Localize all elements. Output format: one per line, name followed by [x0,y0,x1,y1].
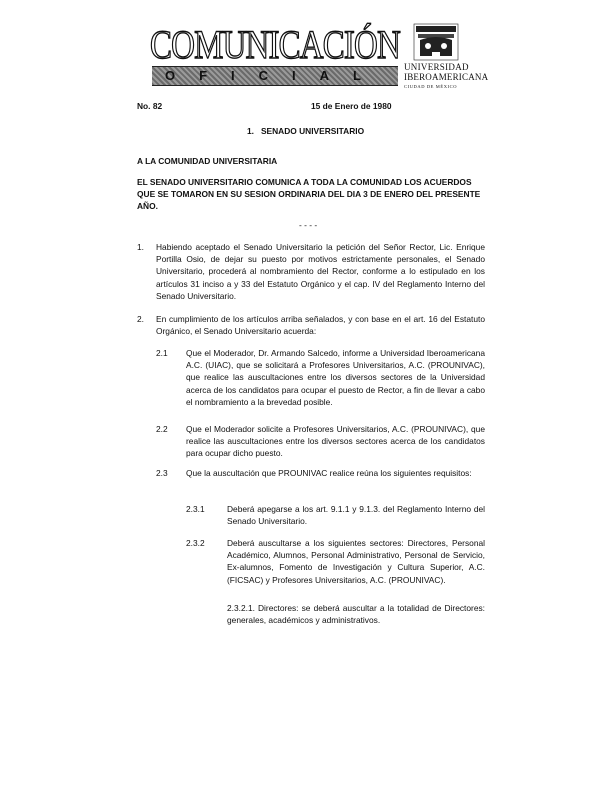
subitem-text: Que el Moderador, Dr. Armando Salcedo, informe a Universidad Iberoamericana A.C. (UIAC), que se solicitará a Profesores Universitarios, A.C. (PROUNIVAC), que realice las auscultaciones entre los diversos sectores de la Universidad acerca de los candidatos para ocupar el puesto de Rector, a fin de llevar a cabo el nombramiento a la brevedad posible. [186,348,485,407]
university-city: CIUDAD DE MÉXICO [404,84,458,89]
university-logo-icon [404,22,470,62]
item-text: En cumplimiento de los artículos arriba señalados, y con base en el art. 16 del Estatuto Orgánico, el Senado Universitario acuerda: [156,314,485,337]
section-title: 1. SENADO UNIVERSITARIO [247,126,365,136]
university-name-line2: IBEROAMERICANA [404,72,489,82]
subitem-number: 2.2 [156,424,168,434]
header-banner [148,22,402,84]
subitem-number: 2.3 [156,468,168,478]
subsubitem-number: 2.3.1 [186,504,205,514]
separator: - - - - [299,220,318,230]
banner-title-text: COMUNICACIÓN [150,22,401,64]
item-number: 1. [137,242,144,252]
subsubitem-text: Deberá auscultarse a los siguientes sectores: Directores, Personal Académico, Alumnos, Personal Administrativo, Personal de Servicio, Ex-alumnos, Fomento de Investigación y Cultura Superior, A.C. (FICSAC) y Profesores Universitarios, A.C. (PROUNIVAC). [227,538,485,585]
item-text: Habiendo aceptado el Senado Universitario la petición del Señor Rector, Lic. Enrique Portilla Osio, de dejar su puesto por motivos estrictamente personales, el Senado Universitario, procederá al nombramiento del Rector, conforme a lo estipulado en los artículos 31 inciso a y 33 del Estatuto Orgánico y el cap. IV del Reglamento Interno del Senado Universitario. [156,242,485,301]
subitem-text: Que el Moderador solicite a Profesores Universitarios, A.C. (PROUNIVAC), que realice las auscultaciones entre los diversos sectores acerca de los candidatos para ocupar dicho puesto. [186,424,485,459]
addressee: A LA COMUNIDAD UNIVERSITARIA [137,156,278,166]
subsubsubitem-text: Directores: se deberá auscultar a la totalidad de Directores: generales, académicos y administrativos. [227,603,485,626]
announcement: EL SENADO UNIVERSITARIO COMUNICA A TODA LA COMUNIDAD LOS ACUERDOS QUE SE TOMARON EN SU SESION ORDINARIA DEL DIA 3 DE ENERO DEL PRESENTE AÑO. [137,177,481,212]
banner-subtitle-strip [152,66,398,86]
banner-title [148,22,402,64]
banner-subtitle: OFICIAL [165,68,385,83]
subitem-number: 2.1 [156,348,168,358]
subitem-text: Que la auscultación que PROUNIVAC realice reúna los siguientes requisitos: [186,468,472,478]
university-name-line1: UNIVERSIDAD [404,62,469,72]
subsubitem-number: 2.3.2 [186,538,205,548]
issue-number: No. 82 [137,101,163,111]
item-number: 2. [137,314,144,324]
subsubsubitem-number: 2.3.2.1. [227,603,255,613]
issue-date: 15 de Enero de 1980 [311,101,392,111]
subsubitem-text: Deberá apegarse a los art. 9.1.1 y 9.1.3. del Reglamento Interno del Senado Universitario. [227,504,485,527]
subsubsubitem [227,602,485,626]
